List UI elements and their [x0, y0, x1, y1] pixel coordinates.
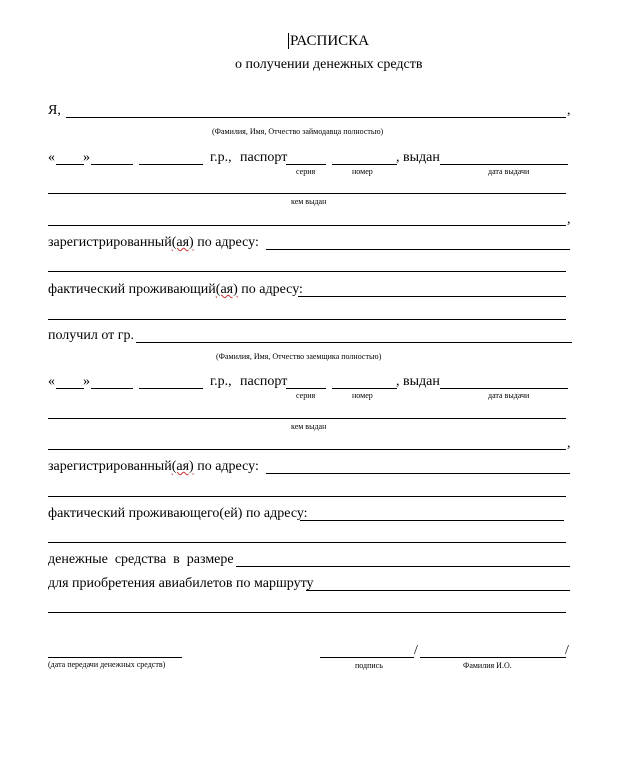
trailing-comma: , — [567, 212, 571, 227]
passport-series-line[interactable] — [286, 388, 326, 389]
issued-label: , выдан — [396, 374, 440, 389]
passport-series-line[interactable] — [286, 164, 326, 165]
quote-close: » — [83, 150, 90, 165]
registered-address-line[interactable] — [266, 473, 570, 474]
registered-address-line-2[interactable] — [48, 271, 566, 272]
actual-address-line[interactable] — [298, 296, 566, 297]
transfer-date-line[interactable] — [48, 657, 182, 658]
actual-address-line-2[interactable] — [48, 319, 566, 320]
trailing-comma: , — [567, 103, 571, 118]
series-hint: серия — [296, 391, 316, 400]
lender-name-line[interactable] — [136, 342, 572, 343]
issued-by-line[interactable] — [48, 193, 566, 194]
birth-day-line[interactable] — [56, 164, 84, 165]
route-line[interactable] — [306, 590, 570, 591]
birth-month-line[interactable] — [91, 164, 133, 165]
quote-open: « — [48, 150, 55, 165]
issued-label: , выдан — [396, 150, 440, 165]
number-hint: номер — [352, 167, 373, 176]
signature-hint: подпись — [355, 661, 383, 670]
birth-year-line[interactable] — [139, 388, 203, 389]
series-hint: серия — [296, 167, 316, 176]
passport-label: паспорт — [240, 150, 288, 165]
issued-by-line-2[interactable] — [48, 449, 566, 450]
issued-by-hint: кем выдан — [291, 422, 327, 431]
registered-label: зарегистрированный(ая) по адресу: — [48, 459, 259, 474]
lender-name-hint: (Фамилия, Имя, Отчество заемщика полностью) — [216, 352, 382, 361]
text-cursor: РАСПИСКА — [290, 33, 370, 49]
number-hint: номер — [352, 391, 373, 400]
birth-year-line[interactable] — [139, 164, 203, 165]
birth-month-line[interactable] — [91, 388, 133, 389]
route-line-2[interactable] — [48, 612, 566, 613]
quote-open: « — [48, 374, 55, 389]
funds-label: денежные средства в размере — [48, 552, 234, 567]
issued-by-line-2[interactable] — [48, 225, 566, 226]
borrower-name-line[interactable] — [66, 117, 566, 118]
received-from-label: получил от гр. — [48, 328, 134, 343]
actual-address-label: фактический проживающий(ая) по адресу: — [48, 282, 303, 297]
birth-day-line[interactable] — [56, 388, 84, 389]
issue-date-line[interactable] — [440, 164, 568, 165]
name-slash: / — [565, 643, 569, 658]
issue-date-hint: дата выдачи — [488, 167, 530, 176]
actual-address-line-2[interactable] — [48, 542, 566, 543]
registered-address-line[interactable] — [266, 249, 570, 250]
passport-number-line[interactable] — [332, 164, 397, 165]
document-title — [288, 33, 369, 49]
signature-slash: / — [414, 643, 418, 658]
signature-line[interactable] — [320, 657, 414, 658]
trailing-comma: , — [567, 436, 571, 451]
quote-close: » — [83, 374, 90, 389]
issue-date-hint: дата выдачи — [488, 391, 530, 400]
passport-number-line[interactable] — [332, 388, 397, 389]
funds-amount-line[interactable] — [236, 566, 570, 567]
borrower-name-hint: (Фамилия, Имя, Отчество займодавца полностью) — [212, 127, 384, 136]
year-label: г.р., — [210, 374, 232, 389]
actual-address-label: фактический проживающего(ей) по адресу: — [48, 506, 308, 521]
ya-label: Я, — [48, 103, 61, 118]
issue-date-line[interactable] — [440, 388, 568, 389]
year-label: г.р., — [210, 150, 232, 165]
issued-by-line[interactable] — [48, 418, 566, 419]
name-hint: Фамилия И.О. — [463, 661, 512, 670]
issued-by-hint: кем выдан — [291, 197, 327, 206]
full-name-line[interactable] — [420, 657, 566, 658]
document-subtitle: о получении денежных средств — [235, 57, 423, 72]
purpose-label: для приобретения авиабилетов по маршруту — [48, 576, 314, 591]
passport-label: паспорт — [240, 374, 288, 389]
registered-address-line-2[interactable] — [48, 496, 566, 497]
registered-label: зарегистрированный(ая) по адресу: — [48, 235, 259, 250]
actual-address-line[interactable] — [300, 520, 564, 521]
transfer-date-hint: (дата передачи денежных средств) — [48, 660, 166, 669]
